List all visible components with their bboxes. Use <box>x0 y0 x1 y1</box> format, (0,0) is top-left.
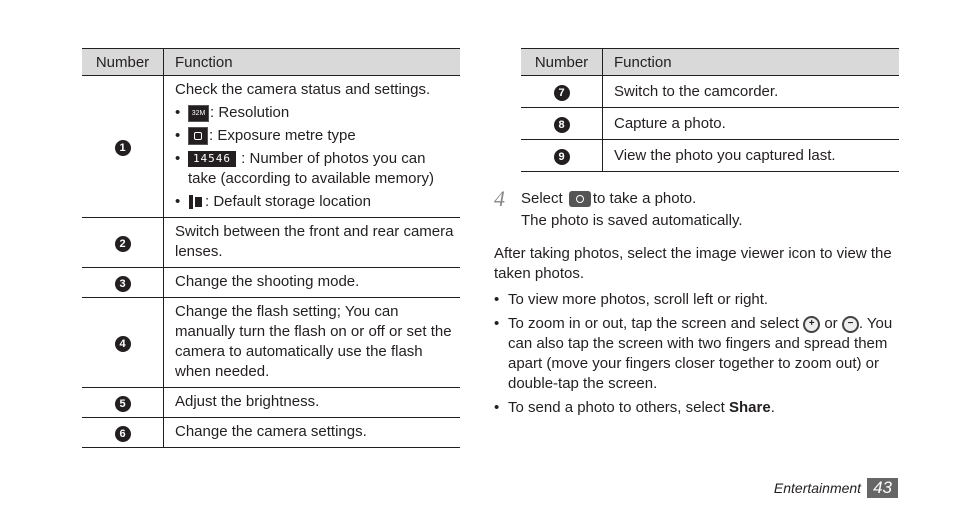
storage-location-icon <box>188 194 204 210</box>
number-badge: 4 <box>115 336 131 352</box>
list-item-text: To view more photos, scroll left or right. <box>508 291 769 308</box>
table-row <box>82 418 460 448</box>
number-badge: 5 <box>115 396 131 412</box>
step-line-2: The photo is saved automatically. <box>521 212 743 229</box>
row-number-cell <box>82 418 164 448</box>
step-line-1-pre: Select <box>521 190 563 207</box>
list-item <box>494 290 894 310</box>
function-cell: Switch between the front and rear camera lenses. <box>164 218 461 268</box>
list-item <box>494 398 894 418</box>
list-item <box>175 126 456 146</box>
number-badge: 9 <box>554 149 570 165</box>
table-row <box>82 76 460 218</box>
camera-icon <box>569 191 591 207</box>
table-row <box>82 298 460 388</box>
right-function-table <box>521 48 899 172</box>
step-line-1-post: to take a photo. <box>592 190 697 207</box>
number-badge: 3 <box>115 276 131 292</box>
row-number-cell <box>82 218 164 268</box>
number-column-header: Number <box>82 49 164 76</box>
number-badge: 2 <box>115 236 131 252</box>
zoom-out-icon: − <box>842 316 859 333</box>
row-text: Check the camera status and settings. <box>175 81 431 98</box>
row-number-cell <box>82 268 164 298</box>
function-cell <box>164 76 461 218</box>
function-column-header: Function <box>603 49 900 76</box>
photo-count-icon: 14546 <box>188 151 236 167</box>
row-number-cell <box>521 108 603 140</box>
step-text <box>521 188 911 232</box>
left-function-table <box>82 48 460 448</box>
step-line-1 <box>521 188 911 210</box>
number-badge: 8 <box>554 117 570 133</box>
zoom-in-icon: + <box>803 316 820 333</box>
list-item-text: : Exposure metre type <box>209 127 356 144</box>
list-item-text: : Number of photos you can take (according to available memory) <box>188 150 434 187</box>
section-name: Entertainment <box>773 480 862 496</box>
table-header-row <box>82 49 460 76</box>
list-item <box>175 103 456 123</box>
table-row <box>82 218 460 268</box>
zoom-tip-post: . You can also tap the screen with two fingers and spread them apart (move your fingers closer together to zoom out) or double-tap the screen. <box>508 315 893 392</box>
function-cell: Switch to the camcorder. <box>603 76 900 108</box>
zoom-tip-or: or <box>824 315 838 332</box>
function-cell: Capture a photo. <box>603 108 900 140</box>
function-cell: View the photo you captured last. <box>603 140 900 172</box>
list-item <box>175 149 456 189</box>
zoom-tip-pre: To zoom in or out, tap the screen and select <box>508 315 799 332</box>
share-label: Share <box>728 399 771 416</box>
table-row <box>82 268 460 298</box>
status-bullet-list <box>175 103 456 212</box>
share-tip-pre: To send a photo to others, select <box>508 399 725 416</box>
exposure-metre-icon <box>188 127 208 145</box>
page-number: 43 <box>867 478 898 498</box>
function-cell: Adjust the brightness. <box>164 388 461 418</box>
body-paragraph: After taking photos, select the image viewer icon to view the taken photos. <box>494 245 892 282</box>
share-tip-post: . <box>770 399 775 416</box>
function-cell: Change the flash setting; You can manually turn the flash on or off or set the camera to automatically use the flash when needed. <box>164 298 461 388</box>
table-row <box>521 108 899 140</box>
number-badge: 6 <box>115 426 131 442</box>
table-header-row <box>521 49 899 76</box>
number-badge: 1 <box>115 140 131 156</box>
number-badge: 7 <box>554 85 570 101</box>
table-row <box>521 76 899 108</box>
list-item <box>494 314 894 394</box>
row-number-cell <box>82 76 164 218</box>
page-footer <box>774 478 898 498</box>
tips-list <box>494 290 894 422</box>
number-column-header: Number <box>521 49 603 76</box>
function-column-header: Function <box>164 49 461 76</box>
table-row <box>82 388 460 418</box>
list-item-text: : Default storage location <box>205 193 371 210</box>
table-row <box>521 140 899 172</box>
resolution-icon: 32M <box>188 105 209 122</box>
row-number-cell <box>521 76 603 108</box>
function-cell: Change the shooting mode. <box>164 268 461 298</box>
row-number-cell <box>82 298 164 388</box>
list-item <box>175 192 456 212</box>
function-cell: Change the camera settings. <box>164 418 461 448</box>
row-number-cell <box>82 388 164 418</box>
row-number-cell <box>521 140 603 172</box>
step-number: 4 <box>494 186 505 211</box>
list-item-text: : Resolution <box>210 104 290 121</box>
